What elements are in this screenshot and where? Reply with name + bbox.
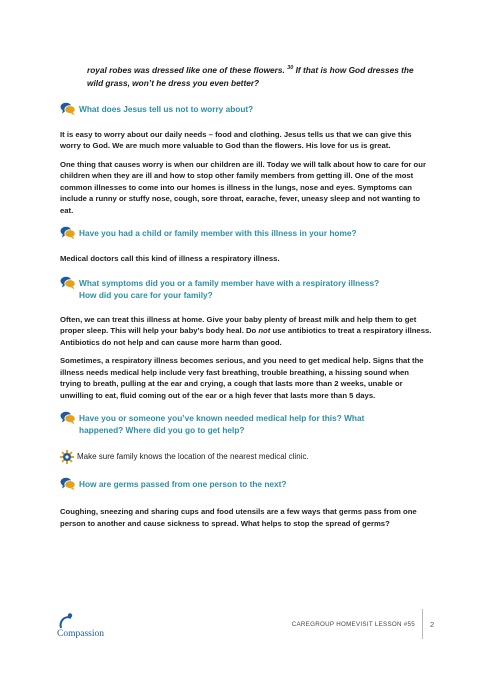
compassion-logo [55,611,135,641]
page-footer [0,605,487,645]
emphasis-not: not [258,326,271,336]
question-4-line-1: Have you or someone you’ve known needed medical help for this? What [79,413,365,424]
discussion-question-5 [60,478,432,491]
paragraph-worry: It is easy to worry about our daily needs – food and clothing. Jesus tells us that we can give this worry to God. We are much more valuable to God than the flowers. His love for us is great. [60,129,412,151]
speech-bubbles-icon [60,226,76,240]
lesson-content [60,62,432,529]
discussion-question-1 [60,103,432,116]
page-number: 2 [430,620,435,629]
tip-text: Make sure family knows the location of the nearest medical clinic. [77,452,309,462]
paragraph-respiratory: Medical doctors call this kind of illness a respiratory illness. [60,254,280,264]
paragraph-germs: Coughing, sneezing and sharing cups and food utensils are a few ways that germs pass from one person to another and cause sickness to spread. What helps to stop the spread of germs? [60,507,417,528]
lesson-label: CAREGROUP HOMEVISIT LESSON #55 [291,621,415,628]
paragraph-children-ill: One thing that causes worry is when our children are ill. Today we will talk about how to care for our children when they are ill and how to stop other family members from getting ill. One of the most common illnesses to come into our homes is illness in the lungs, nose and eyes. Symptoms can include a runny or stuffy nose, cough, sore throat, earache, fever, uneasy sleep and not wanting to eat. [60,159,426,215]
question-3-line-1: What symptoms did you or a family member have with a respiratory illness? [79,277,380,288]
tip-callout [60,450,432,464]
discussion-question-3 [60,277,432,301]
question-3-line-2: How did you care for your family? [79,289,213,300]
footer-divider [422,609,423,639]
discussion-question-2 [60,227,432,240]
speech-bubbles-icon [60,102,76,116]
question-5-text: How are germs passed from one person to the next? [79,479,287,490]
paragraph-treat-at-home: Often, we can treat this illness at home. Give your baby plenty of breast milk and help them to get proper sleep. This will help your baby’s body heal. Do not use antibiotics to treat a respiratory illness. Antibiotics do not help and can cause more harm than good. [60,314,432,347]
discussion-question-4 [60,412,432,436]
paragraph-medical-help-signs: Sometimes, a respiratory illness becomes serious, and you need to get medical help. Signs that the illness needs medical help include very fast breathing, trouble breathing, a hissing sound when trying to breath, pulling at the ear and crying, a cough that lasts more than 2 weeks, unable or unwilling to eat, fluid coming out of the ear or a high fever that lasts more than 5 days. [60,356,424,400]
question-4-line-2: happened? Where did you go to get help? [79,425,245,436]
scripture-excerpt: royal robes was dressed like one of these flowers. $^{30}$ If that is how God dresses the wild grass, won’t he dress you even better? [87,64,414,88]
speech-bubbles-icon [60,477,76,491]
sun-gear-icon [60,450,74,464]
speech-bubbles-icon [60,411,76,425]
question-1-text: What does Jesus tell us not to worry about? [79,103,254,114]
verse-number: 30 [287,65,294,71]
logo-wordmark: Compassion [57,629,104,639]
question-2-text: Have you had a child or family member with this illness in your home? [79,228,357,239]
speech-bubbles-icon [60,276,76,290]
